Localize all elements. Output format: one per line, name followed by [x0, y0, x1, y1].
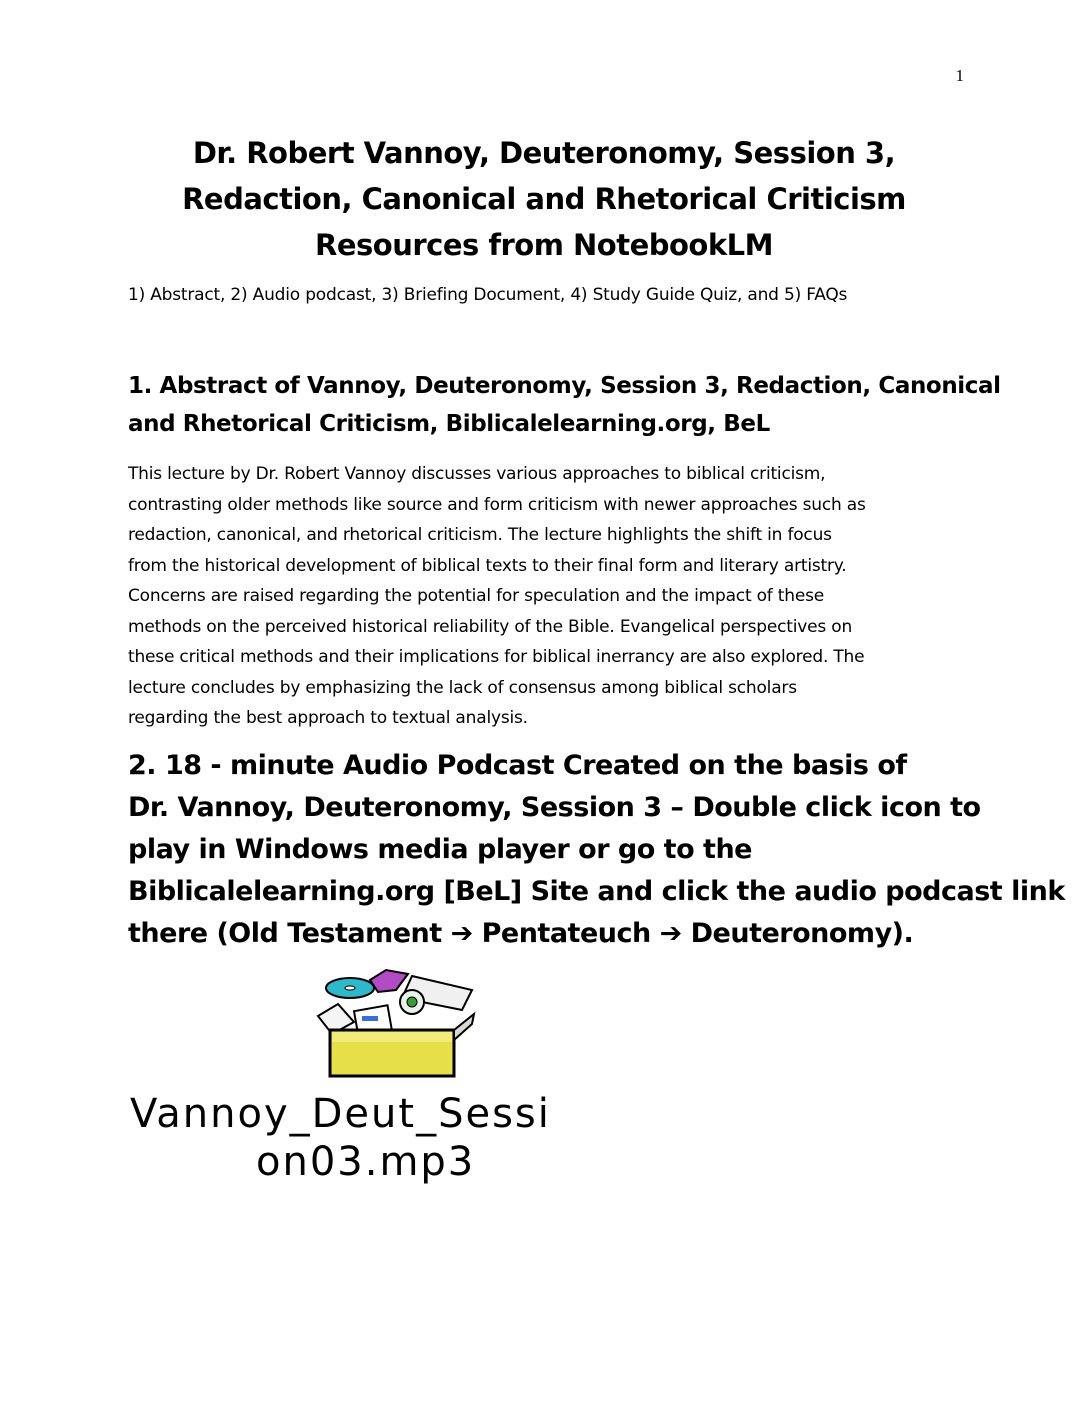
- page-number: 1: [955, 66, 964, 85]
- abstract-line: redaction, canonical, and rhetorical criticism. The lecture highlights the shift in focus: [128, 525, 832, 545]
- podcast-heading-line-2: Dr. Vannoy, Deuteronomy, Session 3 – Double click icon to: [128, 792, 981, 823]
- abstract-line: from the historical development of biblical texts to their final form and literary artistry.: [128, 555, 847, 576]
- contents-line: 1) Abstract, 2) Audio podcast, 3) Briefing Document, 4) Study Guide Quiz, and 5) FAQs: [128, 285, 848, 305]
- caption-line-1: Vannoy_Deut_Sessi: [130, 1091, 551, 1137]
- podcast-heading-line-3: play in Windows media player or go to the: [128, 834, 752, 865]
- podcast-heading-part: Pentateuch: [472, 918, 660, 949]
- abstract-line: lecture concludes by emphasizing the lack of consensus among biblical scholars: [128, 677, 797, 698]
- media-package-icon[interactable]: [312, 968, 482, 1080]
- caption-line-2: on03.mp3: [256, 1139, 476, 1185]
- podcast-heading-part: Deuteronomy).: [681, 918, 914, 949]
- podcast-heading-part: there (Old Testament: [128, 918, 451, 949]
- abstract-body: [128, 459, 988, 734]
- arrow-right-icon: ➔: [450, 918, 473, 949]
- arrow-right-icon: ➔: [659, 918, 682, 949]
- abstract-heading-line-1: 1. Abstract of Vannoy, Deuteronomy, Session 3, Redaction, Canonical: [128, 373, 1001, 399]
- title-line-2: Redaction, Canonical and Rhetorical Criticism: [182, 182, 906, 216]
- podcast-heading: [128, 745, 1065, 955]
- podcast-heading-line-4: Biblicalelearning.org [BeL] Site and click the audio podcast link: [128, 876, 1065, 907]
- abstract-line: This lecture by Dr. Robert Vannoy discusses various approaches to biblical criticism,: [128, 464, 826, 484]
- abstract-line: Concerns are raised regarding the potential for speculation and the impact of these: [128, 586, 825, 606]
- abstract-line: methods on the perceived historical reliability of the Bible. Evangelical perspectives on: [128, 616, 853, 637]
- title-line-3: Resources from NotebookLM: [315, 228, 773, 262]
- page-title: [100, 130, 988, 268]
- abstract-line: contrasting older methods like source and form criticism with newer approaches such as: [128, 494, 866, 515]
- media-file-caption[interactable]: [128, 1090, 668, 1186]
- title-line-1: Dr. Robert Vannoy, Deuteronomy, Session 3,: [192, 136, 896, 170]
- abstract-line: these critical methods and their implications for biblical inerrancy are also explored. The: [128, 647, 865, 667]
- podcast-heading-line-5: [128, 913, 1008, 955]
- abstract-heading: [128, 367, 1001, 443]
- podcast-heading-line-1: 2. 18 - minute Audio Podcast Created on the basis of: [128, 750, 907, 781]
- abstract-heading-line-2: and Rhetorical Criticism, Biblicalelearning.org, BeL: [128, 411, 770, 437]
- abstract-line: regarding the best approach to textual analysis.: [128, 708, 528, 728]
